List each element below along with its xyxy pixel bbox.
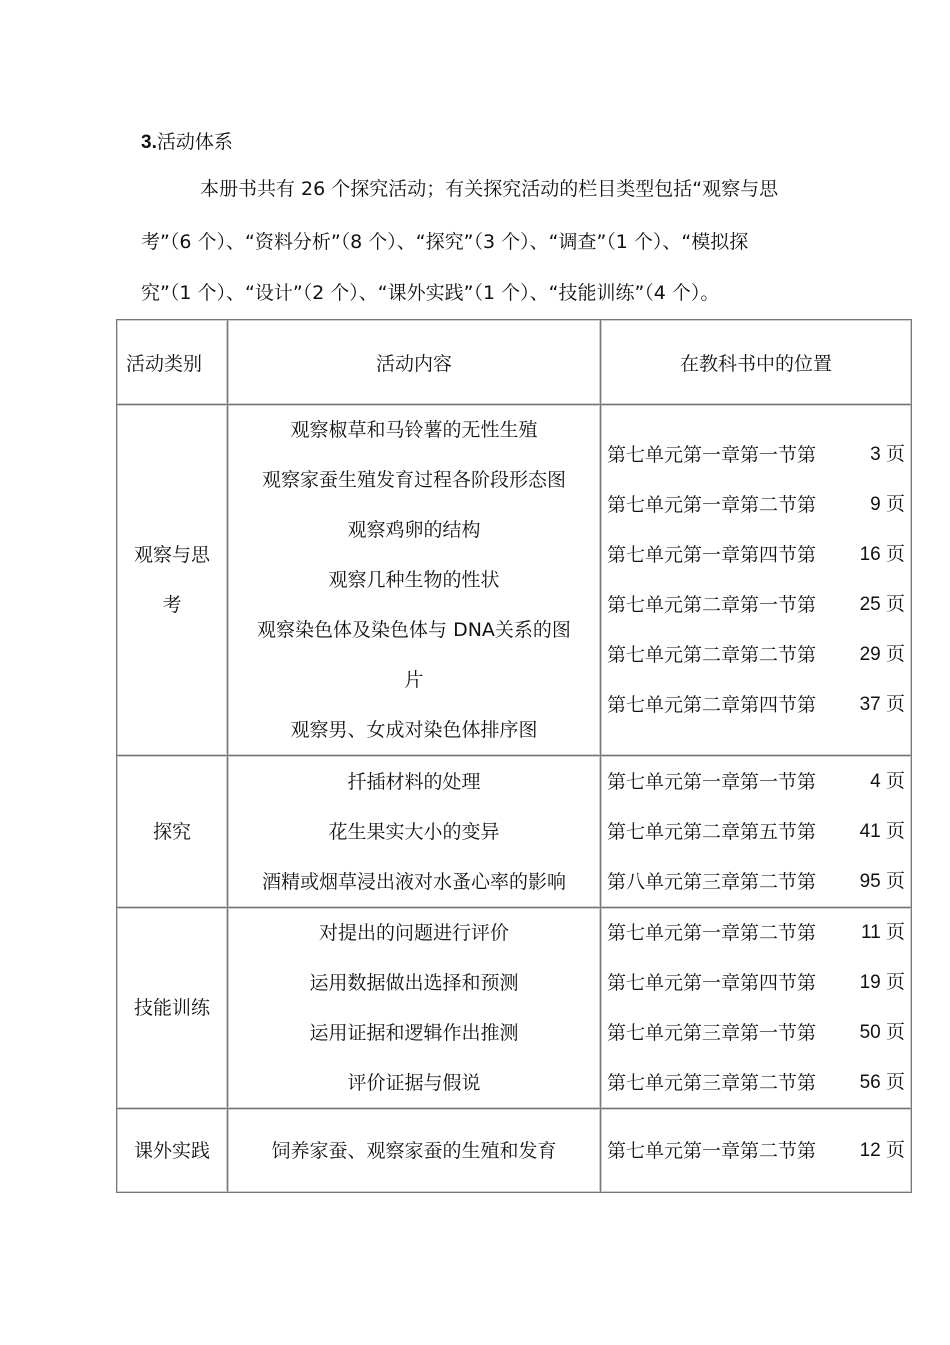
table-row xyxy=(117,756,912,908)
table-row xyxy=(117,1109,912,1193)
activity-cell xyxy=(228,756,601,908)
position-cell xyxy=(601,756,912,908)
position-location: 第七单元第三章第二节第 xyxy=(607,1072,817,1094)
position-page: 37 页 xyxy=(859,694,905,715)
category-cell xyxy=(117,1109,228,1193)
position-page: 3 页 xyxy=(870,444,905,465)
header-content: 活动内容 xyxy=(228,320,601,405)
position-location: 第七单元第三章第一节第 xyxy=(607,1022,817,1044)
category-cell xyxy=(117,908,228,1109)
category-label: 观察与思 xyxy=(133,544,210,566)
position-page: 29 页 xyxy=(859,644,905,665)
activity-item: 扦插材料的处理 xyxy=(347,770,481,793)
activity-item: 观察鸡卵的结构 xyxy=(347,519,481,541)
activity-item: 观察椒草和马铃薯的无性生殖 xyxy=(290,419,538,441)
position-item xyxy=(601,630,911,680)
position-location: 第七单元第一章第二节第 xyxy=(607,922,817,944)
position-location: 第七单元第二章第五节第 xyxy=(607,820,817,843)
position-item xyxy=(601,680,911,730)
position-cell xyxy=(601,405,912,756)
activity-item: 对提出的问题进行评价 xyxy=(318,922,509,944)
header-position: 在教科书中的位置 xyxy=(601,320,912,405)
table-row xyxy=(117,405,912,756)
position-location: 第七单元第二章第一节第 xyxy=(607,594,817,616)
position-page: 41 页 xyxy=(859,820,905,842)
position-location: 第七单元第一章第二节第 xyxy=(607,1139,817,1162)
position-page: 16 页 xyxy=(859,544,905,565)
position-item xyxy=(601,430,911,480)
header-category: 活动类别 xyxy=(117,320,228,405)
position-item xyxy=(601,580,911,630)
activity-item: 评价证据与假说 xyxy=(347,1072,481,1094)
position-item xyxy=(601,757,911,807)
section-heading xyxy=(141,128,233,157)
category-label: 课外实践 xyxy=(133,1139,210,1162)
activity-table xyxy=(116,319,912,1193)
position-cell xyxy=(601,1109,912,1193)
position-page: 50 页 xyxy=(859,1022,905,1043)
position-item xyxy=(601,1126,911,1176)
table-row xyxy=(117,908,912,1109)
position-location: 第八单元第三章第二节第 xyxy=(607,870,817,893)
category-label: 技能训练 xyxy=(133,997,210,1019)
position-item xyxy=(601,1058,911,1108)
table-header-row xyxy=(117,320,912,405)
category-cell xyxy=(117,756,228,908)
position-page: 19 页 xyxy=(859,972,905,993)
position-page: 95 页 xyxy=(859,870,905,892)
position-location: 第七单元第二章第二节第 xyxy=(607,644,817,666)
activity-item: 观察染色体及染色体与 DNA关系的图 xyxy=(257,619,571,641)
category-label: 考 xyxy=(162,594,182,616)
activity-item: 花生果实大小的变异 xyxy=(328,820,500,843)
position-item xyxy=(601,958,911,1008)
activity-item: 片 xyxy=(404,669,424,691)
position-location: 第七单元第一章第二节第 xyxy=(607,494,817,516)
paragraph-line: 本册书共有 26 个探究活动；有关探究活动的栏目类型包括“观察与思 xyxy=(200,178,779,200)
activity-item: 观察家蚕生殖发育过程各阶段形态图 xyxy=(261,469,566,491)
activity-cell xyxy=(228,405,601,756)
position-location: 第七单元第一章第四节第 xyxy=(607,972,817,994)
position-location: 第七单元第一章第四节第 xyxy=(607,544,817,566)
activity-item: 观察男、女成对染色体排序图 xyxy=(290,719,538,741)
position-item xyxy=(601,908,911,958)
position-page: 9 页 xyxy=(870,494,905,515)
position-item xyxy=(601,857,911,907)
activity-item: 饲养家蚕、观察家蚕的生殖和发育 xyxy=(271,1139,557,1162)
position-item xyxy=(601,530,911,580)
activity-item: 运用证据和逻辑作出推测 xyxy=(309,1022,519,1044)
activity-cell xyxy=(228,1109,601,1193)
section-title: 活动体系 xyxy=(156,131,233,153)
position-page: 11 页 xyxy=(860,922,905,943)
position-item xyxy=(601,480,911,530)
paragraph-line: 究”（1 个）、“设计”（2 个）、“课外实践”（1 个）、“技能训练”（4 个）。 xyxy=(141,282,720,304)
position-location: 第七单元第一章第一节第 xyxy=(607,770,817,793)
category-cell xyxy=(117,405,228,756)
position-cell xyxy=(601,908,912,1109)
position-page: 56 页 xyxy=(859,1072,905,1093)
position-item xyxy=(601,807,911,857)
position-item xyxy=(601,1008,911,1058)
position-page: 4 页 xyxy=(870,770,905,792)
position-location: 第七单元第二章第四节第 xyxy=(607,694,817,716)
activity-item: 观察几种生物的性状 xyxy=(328,569,500,591)
position-page: 12 页 xyxy=(859,1139,905,1161)
position-page: 25 页 xyxy=(859,594,905,615)
activity-item: 运用数据做出选择和预测 xyxy=(309,972,519,994)
activity-cell xyxy=(228,908,601,1109)
activity-item: 酒精或烟草浸出液对水蚤心率的影响 xyxy=(261,870,566,893)
position-location: 第七单元第一章第一节第 xyxy=(607,444,817,466)
section-number: 3. xyxy=(141,132,157,153)
paragraph-line: 考”（6 个）、“资料分析”（8 个）、“探究”（3 个）、“调查”（1 个）、“模拟探 xyxy=(141,231,749,253)
category-label: 探究 xyxy=(152,820,191,843)
